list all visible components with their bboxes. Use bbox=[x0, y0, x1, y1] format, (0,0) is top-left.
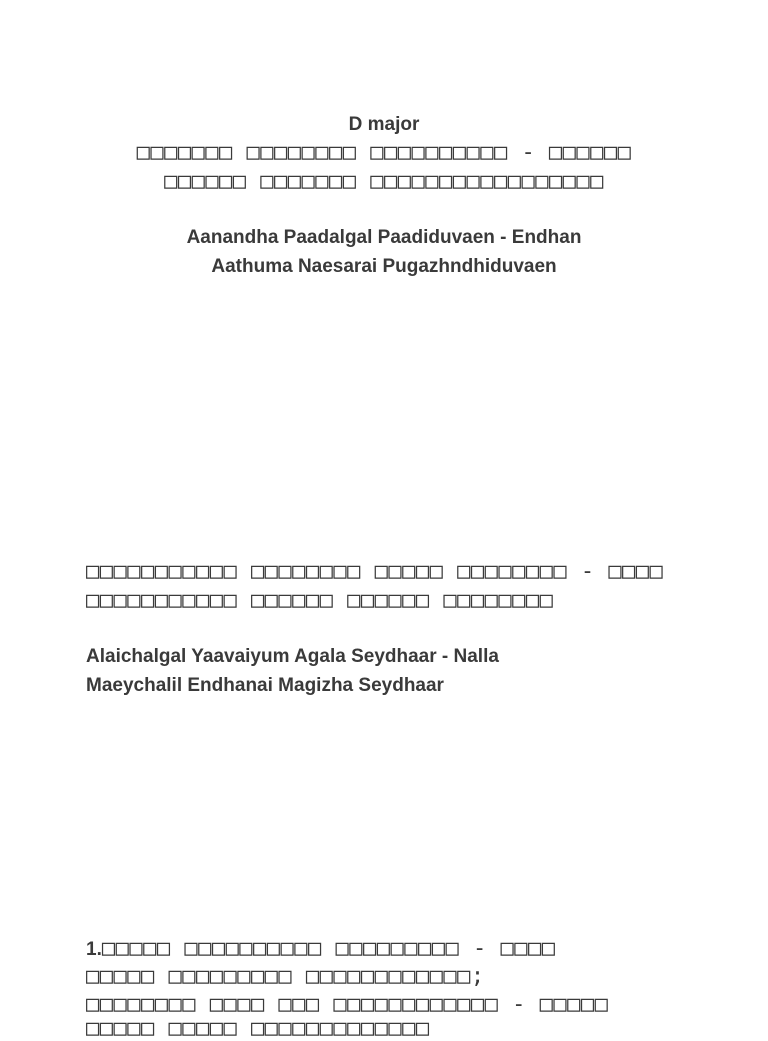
verse-number: 1. bbox=[86, 939, 102, 960]
verse-a-tamil-line-2: □□□□□□□□□□□ □□□□□□ □□□□□□ □□□□□□□□ bbox=[86, 588, 554, 613]
verse-a-tamil-line-1: □□□□□□□□□□□ □□□□□□□□ □□□□□ □□□□□□□□ - □□□□ bbox=[86, 559, 664, 584]
verse-a-roman-line-2: Maeychalil Endhanai Magizha Seydhaar bbox=[86, 675, 444, 696]
verse-1-tamil-line-1: □□□□□ □□□□□□□□□□ □□□□□□□□□ - □□□□ bbox=[101, 936, 556, 961]
verse-1-tamil-line-3: □□□□□□□□ □□□□ □□□ □□□□□□□□□□□□ - □□□□□ bbox=[86, 992, 609, 1017]
chorus-roman-line-2: Aathuma Naesarai Pugazhndhiduvaen bbox=[211, 256, 557, 277]
chorus-tamil-line-1: □□□□□□□ □□□□□□□□ □□□□□□□□□□ - □□□□□□ bbox=[136, 140, 632, 165]
chorus-tamil-line-2: □□□□□□ □□□□□□□ □□□□□□□□□□□□□□□□□ bbox=[164, 169, 604, 194]
verse-1-line-1 bbox=[86, 938, 555, 960]
verse-1-tamil-line-4: □□□□□ □□□□□ □□□□□□□□□□□□□ bbox=[86, 1016, 430, 1041]
verse-1-tamil-line-2: □□□□□ □□□□□□□□□ □□□□□□□□□□□□; bbox=[86, 964, 485, 989]
chorus-roman-line-1: Aanandha Paadalgal Paadiduvaen - Endhan bbox=[186, 227, 582, 248]
verse-a-roman-line-1: Alaichalgal Yaavaiyum Agala Seydhaar - Nalla bbox=[86, 646, 499, 667]
key-signature: D major bbox=[348, 114, 420, 135]
